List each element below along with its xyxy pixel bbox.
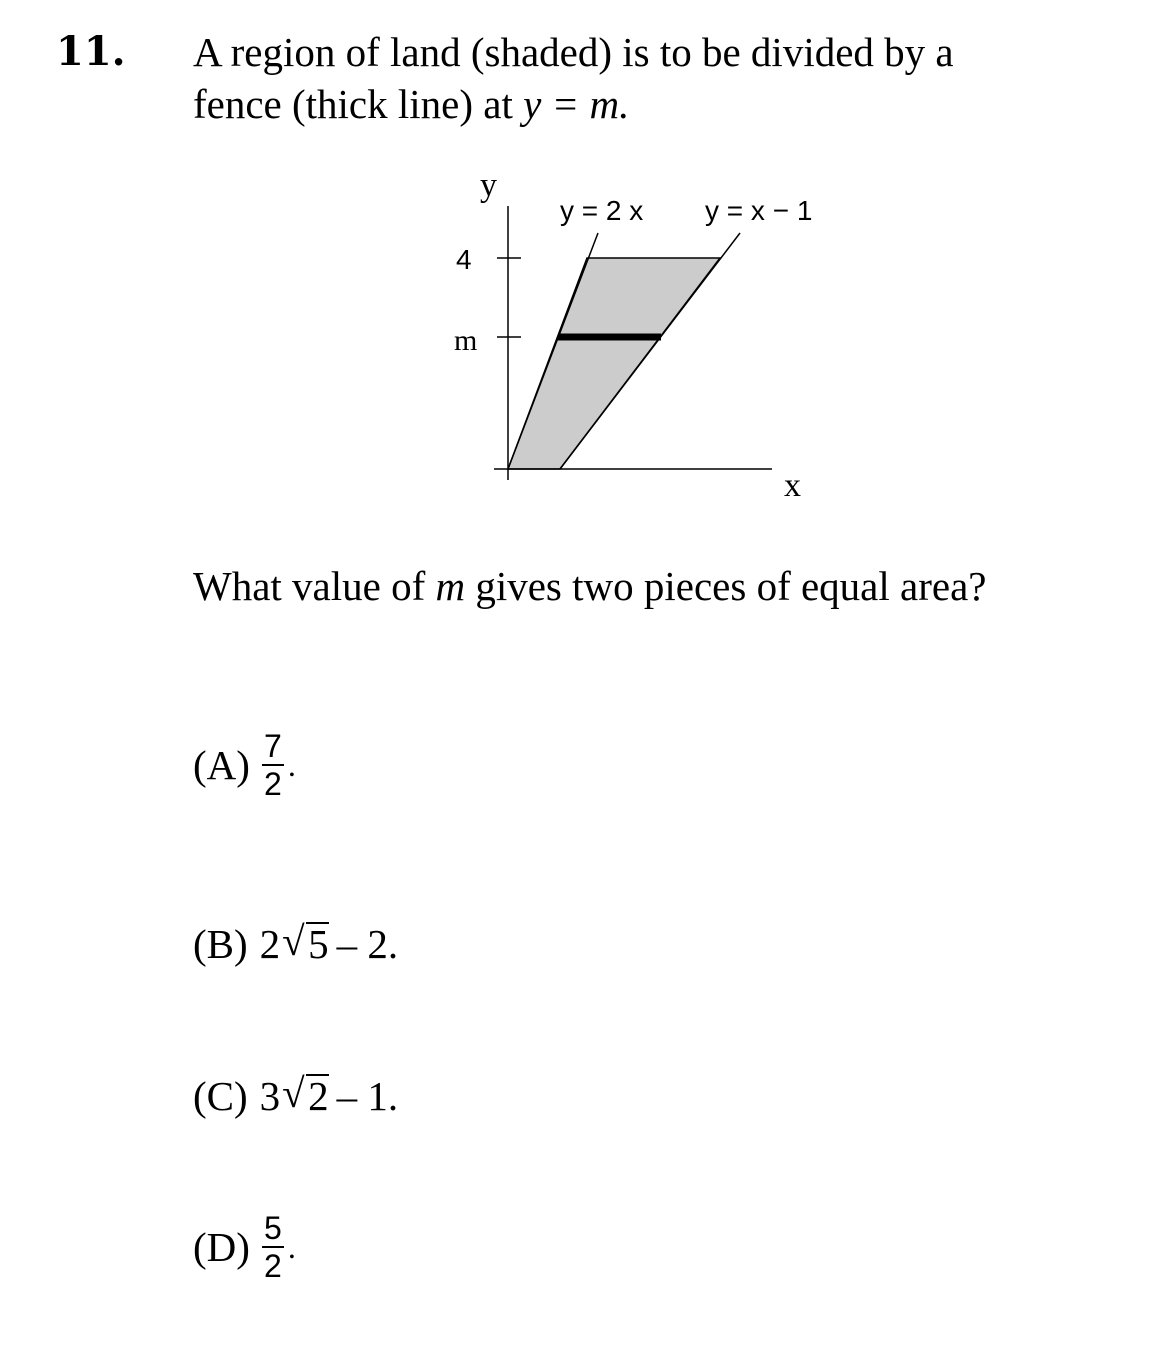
question-prompt [193, 562, 986, 610]
region-figure [430, 160, 860, 510]
choice-d-fraction [262, 1210, 284, 1284]
choice-b-radicand: 5 [308, 921, 329, 967]
sqrt-icon: √ [282, 918, 305, 964]
choice-a[interactable] [193, 728, 296, 802]
shaded-region [508, 258, 720, 469]
choice-a-denominator: 2 [264, 766, 282, 802]
tick-4-label: 4 [456, 244, 472, 275]
question-number: 11. [56, 28, 126, 75]
line-y-2x-label: y = 2 x [560, 195, 644, 226]
choice-d-period: . [287, 1228, 296, 1265]
tick-m-label: m [454, 324, 478, 357]
choice-a-fraction [262, 728, 284, 802]
question-line-2-math: y = m. [523, 81, 630, 127]
choice-d-numerator: 5 [264, 1210, 282, 1246]
sqrt-icon: √ [282, 1070, 305, 1116]
choice-b-coefficient: 2 [259, 921, 281, 967]
question-text [193, 26, 1093, 130]
choice-c-rest: – 1. [336, 1073, 399, 1119]
choice-d-denominator: 2 [264, 1248, 282, 1284]
region-diagram [430, 160, 860, 510]
question-line-1: A region of land (shaded) is to be divided by a [193, 29, 954, 75]
choice-d-letter: (D) [193, 1224, 250, 1270]
choice-a-numerator: 7 [264, 728, 282, 764]
choice-d[interactable] [193, 1210, 296, 1284]
choice-c[interactable] [193, 1072, 398, 1120]
choice-c-letter: (C) [193, 1073, 248, 1119]
choice-a-period: . [287, 746, 296, 783]
line-y-x-minus-1-label: y = x − 1 [705, 195, 813, 226]
x-axis-label: x [784, 467, 801, 504]
prompt-suffix: gives two pieces of equal area? [465, 563, 987, 609]
choice-b-sqrt [282, 920, 329, 968]
prompt-prefix: What value of [193, 563, 436, 609]
choice-b-rest: – 2. [336, 921, 399, 967]
choice-c-sqrt [282, 1072, 329, 1120]
question-line-2-text: fence (thick line) at [193, 81, 524, 127]
y-axis-label: y [480, 167, 497, 204]
choice-c-coefficient: 3 [259, 1073, 281, 1119]
question-line-2 [193, 78, 1093, 130]
choice-a-letter: (A) [193, 742, 250, 788]
choice-b-letter: (B) [193, 921, 248, 967]
prompt-math: m [435, 563, 466, 609]
choice-b[interactable] [193, 920, 398, 968]
choice-c-radicand: 2 [308, 1073, 329, 1119]
